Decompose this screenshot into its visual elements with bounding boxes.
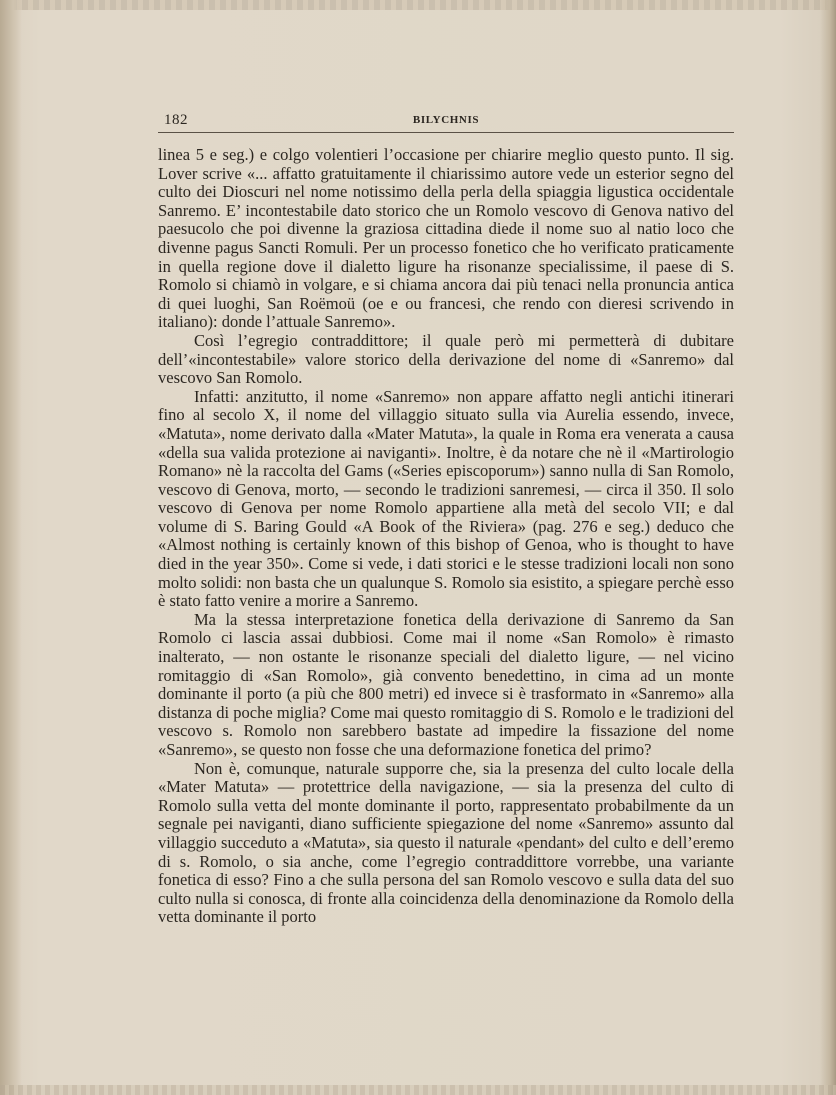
page-bottom-edge	[0, 1085, 836, 1095]
page-top-edge	[0, 0, 836, 10]
page-right-edge	[820, 0, 836, 1095]
paragraph: Infatti: anzitutto, il nome «Sanremo» non appare affatto negli antichi itinerari fino al secolo X, il nome del villaggio situato sulla via Aurelia essendo, invece, «Matuta», nome derivato dalla «Mater Matuta», la quale in Roma era venerata a causa «della sua valida protezione ai naviganti». Inoltre, è da notare che nè il «Martirologio Romano» nè la raccolta del Gams («Series episcoporum») sanno nulla di San Romolo, vescovo di Genova, morto, — secondo le tradizioni sanremesi, — circa il 350. Il solo vescovo di Genova per nome Romolo appartiene alla metà del secolo VII; e dal volume di S. Baring Gould «A Book of the Riviera» (pag. 276 e seg.) deduco che «Almost nothing is certainly known of this bishop of Genoa, who is thought to have died in the year 350». Come si vede, i dati storici e le stesse tradizioni locali non sono molto solidi: non basta che un qualunque S. Romolo sia esistito, a spiegare perchè esso è stato fatto venire a morire a Sanremo.	[158, 386, 734, 611]
article-body	[158, 146, 734, 927]
page-number: 182	[164, 112, 188, 128]
paragraph: Ma la stessa interpretazione fonetica della derivazione di Sanremo da San Romolo ci lascia assai dubbiosi. Come mai il nome «San Romolo» è rimasto inalterato, — non ostante le risonanze speciali del dialetto ligure, — nel vicino romitaggio di «San Romolo», già convento benedettino, in cima ad un monte dominante il porto (a più che 800 metri) ed invece si è trasformato in «Sanremo» alla distanza di poche miglia? Come mai questo romitaggio di S. Romolo e le tradizioni del vescovo s. Romolo non sarebbero bastate ad impedire la fissazione del nome «Sanremo», se questo non fosse che una deformazione fonetica del primo?	[158, 609, 734, 759]
paragraph: Non è, comunque, naturale supporre che, sia la presenza del culto locale della «Mater Matuta» — protettrice della navigazione, — sia la presenza del culto di Romolo sulla vetta del monte dominante il porto, rappresentato probabilmente da un segnale pei naviganti, diano sufficiente spiegazione del nome «Sanremo» assunto dal villaggio succeduto a «Matuta», sia questo il naturale «pendant» del culto e dell’eremo di s. Romolo, o sia anche, come l’egregio contraddittore vorrebbe, una variante fonetica di esso? Fino a che sulla persona del san Romolo vescovo e sulla data del suo culto nulla si conosca, di fronte alla coincidenza della denominazione da Romolo della vetta dominante il porto	[158, 758, 734, 927]
header-rule	[158, 132, 734, 133]
binding-margin	[0, 0, 22, 1095]
running-title: BILYCHNIS	[412, 114, 480, 126]
paragraph: Così l’egregio contraddittore; il quale però mi permetterà di dubitare dell’«incontestabile» valore storico della derivazione del nome di «Sanremo» dal vescovo San Romolo.	[158, 330, 734, 388]
paragraph-continued: linea 5 e seg.) e colgo volentieri l’occasione per chiarire meglio questo punto. Il sig. Lover scrive «... affatto gratuitamente il chiarissimo autore vede un esterior segno del culto dei Dioscuri nel nome notissimo della perla della spiaggia ligustica occidentale Sanremo. E’ incontestabile dato storico che un Romolo vescovo di Genova nativo del paesucolo che poi divenne la graziosa cittadina diede il nome suo al natio loco che divenne pagus Sancti Romuli. Per un processo fonetico che ho verificato praticamente in quella regione dove il dialetto ligure ha risonanze specialissime, il paese di S. Romolo si chiamò in volgare, e si chiama ancora dai più tenaci nella pronuncia antica di quei luoghi, San Roëmoü (oe e ou francesi, che rendo con dieresi scrivendo in italiano): donde l’attuale Sanremo».	[158, 145, 734, 332]
page-header	[158, 112, 734, 134]
